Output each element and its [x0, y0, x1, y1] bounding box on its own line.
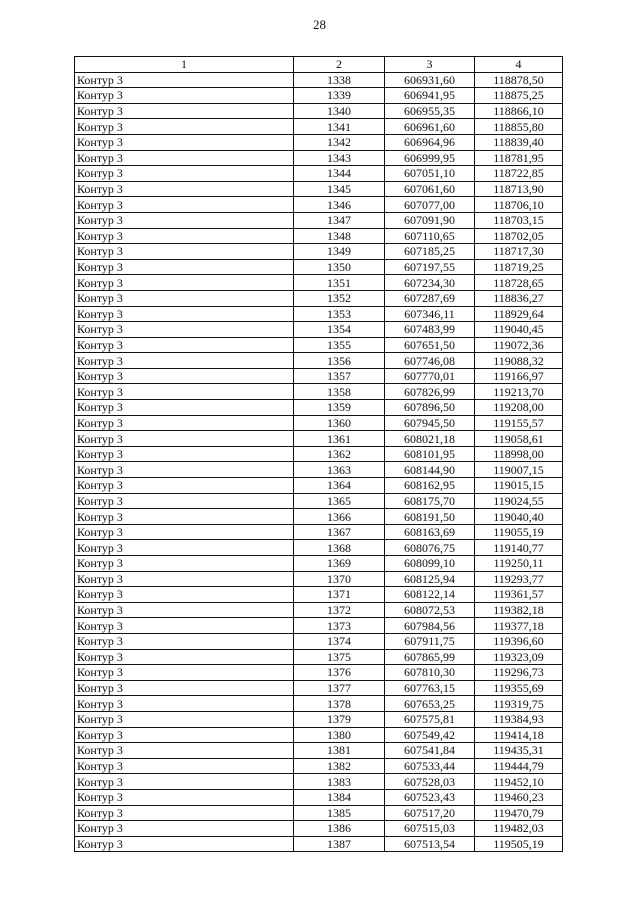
y-coordinate-cell: 119208,00: [475, 400, 563, 416]
point-number-cell: 1339: [294, 88, 385, 104]
contour-name-cell: Контур 3: [75, 805, 294, 821]
y-coordinate-cell: 118929,64: [475, 306, 563, 322]
table-row: [75, 774, 563, 790]
y-coordinate-cell: 118998,00: [475, 446, 563, 462]
x-coordinate-cell: 607234,30: [385, 275, 475, 291]
point-number-cell: 1366: [294, 509, 385, 525]
point-number-cell: 1363: [294, 462, 385, 478]
contour-name-cell: Контур 3: [75, 711, 294, 727]
contour-name-cell: Контур 3: [75, 181, 294, 197]
x-coordinate-cell: 607513,54: [385, 836, 475, 852]
table-row: [75, 587, 563, 603]
point-number-cell: 1373: [294, 618, 385, 634]
x-coordinate-cell: 607197,55: [385, 259, 475, 275]
contour-name-cell: Контур 3: [75, 680, 294, 696]
x-coordinate-cell: 607945,50: [385, 415, 475, 431]
table-row: [75, 618, 563, 634]
point-number-cell: 1369: [294, 556, 385, 572]
contour-name-cell: Контур 3: [75, 836, 294, 852]
y-coordinate-cell: 119140,77: [475, 540, 563, 556]
x-coordinate-cell: 607517,20: [385, 805, 475, 821]
y-coordinate-cell: 119072,36: [475, 337, 563, 353]
table-row: [75, 400, 563, 416]
y-coordinate-cell: 118702,05: [475, 228, 563, 244]
table-row: [75, 602, 563, 618]
y-coordinate-cell: 119055,19: [475, 524, 563, 540]
x-coordinate-cell: 607110,65: [385, 228, 475, 244]
point-number-cell: 1377: [294, 680, 385, 696]
table-row: [75, 462, 563, 478]
point-number-cell: 1340: [294, 103, 385, 119]
table-row: [75, 134, 563, 150]
y-coordinate-cell: 119382,18: [475, 602, 563, 618]
point-number-cell: 1352: [294, 290, 385, 306]
contour-name-cell: Контур 3: [75, 88, 294, 104]
x-coordinate-cell: 607533,44: [385, 758, 475, 774]
y-coordinate-cell: 119319,75: [475, 696, 563, 712]
contour-name-cell: Контур 3: [75, 103, 294, 119]
x-coordinate-cell: 607515,03: [385, 821, 475, 837]
table-row: [75, 244, 563, 260]
contour-name-cell: Контур 3: [75, 571, 294, 587]
contour-name-cell: Контур 3: [75, 400, 294, 416]
contour-name-cell: Контур 3: [75, 431, 294, 447]
x-coordinate-cell: 607549,42: [385, 727, 475, 743]
x-coordinate-cell: 608072,53: [385, 602, 475, 618]
y-coordinate-cell: 118781,95: [475, 150, 563, 166]
y-coordinate-cell: 119015,15: [475, 478, 563, 494]
y-coordinate-cell: 119040,40: [475, 509, 563, 525]
point-number-cell: 1355: [294, 337, 385, 353]
table-row: [75, 540, 563, 556]
x-coordinate-cell: 606955,35: [385, 103, 475, 119]
point-number-cell: 1367: [294, 524, 385, 540]
contour-name-cell: Контур 3: [75, 166, 294, 182]
x-coordinate-cell: 608144,90: [385, 462, 475, 478]
table-row: [75, 306, 563, 322]
y-coordinate-cell: 119007,15: [475, 462, 563, 478]
contour-name-cell: Контур 3: [75, 727, 294, 743]
table-row: [75, 556, 563, 572]
x-coordinate-cell: 608191,50: [385, 509, 475, 525]
x-coordinate-cell: 607091,90: [385, 212, 475, 228]
coordinates-table: [74, 56, 563, 852]
x-coordinate-cell: 607287,69: [385, 290, 475, 306]
table-row: [75, 259, 563, 275]
point-number-cell: 1349: [294, 244, 385, 260]
table-row: [75, 72, 563, 88]
table-row: [75, 446, 563, 462]
table-row: [75, 275, 563, 291]
y-coordinate-cell: 119482,03: [475, 821, 563, 837]
y-coordinate-cell: 118866,10: [475, 103, 563, 119]
point-number-cell: 1387: [294, 836, 385, 852]
table-row: [75, 103, 563, 119]
table-row: [75, 758, 563, 774]
contour-name-cell: Контур 3: [75, 696, 294, 712]
column-header-2: 2: [294, 57, 385, 73]
point-number-cell: 1372: [294, 602, 385, 618]
contour-name-cell: Контур 3: [75, 618, 294, 634]
point-number-cell: 1347: [294, 212, 385, 228]
point-number-cell: 1386: [294, 821, 385, 837]
y-coordinate-cell: 119293,77: [475, 571, 563, 587]
contour-name-cell: Контур 3: [75, 353, 294, 369]
table-row: [75, 478, 563, 494]
y-coordinate-cell: 119414,18: [475, 727, 563, 743]
x-coordinate-cell: 606964,96: [385, 134, 475, 150]
x-coordinate-cell: 608101,95: [385, 446, 475, 462]
x-coordinate-cell: 607653,25: [385, 696, 475, 712]
contour-name-cell: Контур 3: [75, 259, 294, 275]
table-row: [75, 805, 563, 821]
y-coordinate-cell: 119166,97: [475, 368, 563, 384]
contour-name-cell: Контур 3: [75, 758, 294, 774]
point-number-cell: 1362: [294, 446, 385, 462]
table-row: [75, 228, 563, 244]
x-coordinate-cell: 608021,18: [385, 431, 475, 447]
contour-name-cell: Контур 3: [75, 587, 294, 603]
point-number-cell: 1379: [294, 711, 385, 727]
y-coordinate-cell: 119355,69: [475, 680, 563, 696]
column-header-4: 4: [475, 57, 563, 73]
x-coordinate-cell: 608125,94: [385, 571, 475, 587]
x-coordinate-cell: 608175,70: [385, 493, 475, 509]
point-number-cell: 1371: [294, 587, 385, 603]
x-coordinate-cell: 607651,50: [385, 337, 475, 353]
contour-name-cell: Контур 3: [75, 446, 294, 462]
contour-name-cell: Контур 3: [75, 197, 294, 213]
contour-name-cell: Контур 3: [75, 478, 294, 494]
table-row: [75, 353, 563, 369]
point-number-cell: 1350: [294, 259, 385, 275]
contour-name-cell: Контур 3: [75, 649, 294, 665]
table-row: [75, 821, 563, 837]
point-number-cell: 1374: [294, 633, 385, 649]
x-coordinate-cell: 608122,14: [385, 587, 475, 603]
x-coordinate-cell: 606941,95: [385, 88, 475, 104]
contour-name-cell: Контур 3: [75, 228, 294, 244]
contour-name-cell: Контур 3: [75, 212, 294, 228]
contour-name-cell: Контур 3: [75, 322, 294, 338]
table-row: [75, 711, 563, 727]
y-coordinate-cell: 119505,19: [475, 836, 563, 852]
table-body: [75, 72, 563, 852]
y-coordinate-cell: 119444,79: [475, 758, 563, 774]
table-row: [75, 524, 563, 540]
table-row: [75, 493, 563, 509]
x-coordinate-cell: 606931,60: [385, 72, 475, 88]
point-number-cell: 1385: [294, 805, 385, 821]
contour-name-cell: Контур 3: [75, 415, 294, 431]
x-coordinate-cell: 607575,81: [385, 711, 475, 727]
contour-name-cell: Контур 3: [75, 337, 294, 353]
point-number-cell: 1368: [294, 540, 385, 556]
table-row: [75, 743, 563, 759]
x-coordinate-cell: 607051,10: [385, 166, 475, 182]
table-row: [75, 322, 563, 338]
y-coordinate-cell: 118878,50: [475, 72, 563, 88]
point-number-cell: 1370: [294, 571, 385, 587]
y-coordinate-cell: 119361,57: [475, 587, 563, 603]
table-row: [75, 415, 563, 431]
x-coordinate-cell: 607077,00: [385, 197, 475, 213]
table-row: [75, 633, 563, 649]
y-coordinate-cell: 118722,85: [475, 166, 563, 182]
table-row: [75, 88, 563, 104]
y-coordinate-cell: 119470,79: [475, 805, 563, 821]
point-number-cell: 1382: [294, 758, 385, 774]
x-coordinate-cell: 608076,75: [385, 540, 475, 556]
y-coordinate-cell: 119396,60: [475, 633, 563, 649]
x-coordinate-cell: 607763,15: [385, 680, 475, 696]
y-coordinate-cell: 119155,57: [475, 415, 563, 431]
x-coordinate-cell: 607061,60: [385, 181, 475, 197]
table-row: [75, 166, 563, 182]
table-row: [75, 727, 563, 743]
contour-name-cell: Контур 3: [75, 493, 294, 509]
point-number-cell: 1378: [294, 696, 385, 712]
contour-name-cell: Контур 3: [75, 774, 294, 790]
point-number-cell: 1338: [294, 72, 385, 88]
x-coordinate-cell: 606999,95: [385, 150, 475, 166]
point-number-cell: 1365: [294, 493, 385, 509]
contour-name-cell: Контур 3: [75, 306, 294, 322]
table-row: [75, 649, 563, 665]
table-row: [75, 509, 563, 525]
contour-name-cell: Контур 3: [75, 509, 294, 525]
contour-name-cell: Контур 3: [75, 462, 294, 478]
table-row: [75, 337, 563, 353]
table-row: [75, 789, 563, 805]
x-coordinate-cell: 608099,10: [385, 556, 475, 572]
contour-name-cell: Контур 3: [75, 134, 294, 150]
table-row: [75, 836, 563, 852]
table-row: [75, 680, 563, 696]
page-number: 28: [313, 17, 326, 32]
point-number-cell: 1343: [294, 150, 385, 166]
y-coordinate-cell: 118706,10: [475, 197, 563, 213]
x-coordinate-cell: 606961,60: [385, 119, 475, 135]
contour-name-cell: Контур 3: [75, 384, 294, 400]
point-number-cell: 1357: [294, 368, 385, 384]
point-number-cell: 1346: [294, 197, 385, 213]
y-coordinate-cell: 118855,80: [475, 119, 563, 135]
table-row: [75, 290, 563, 306]
x-coordinate-cell: 607770,01: [385, 368, 475, 384]
table-row: [75, 571, 563, 587]
y-coordinate-cell: 119452,10: [475, 774, 563, 790]
x-coordinate-cell: 607984,56: [385, 618, 475, 634]
header-row: [75, 57, 563, 73]
contour-name-cell: Контур 3: [75, 275, 294, 291]
x-coordinate-cell: 607865,99: [385, 649, 475, 665]
x-coordinate-cell: 607346,11: [385, 306, 475, 322]
point-number-cell: 1342: [294, 134, 385, 150]
table-row: [75, 181, 563, 197]
contour-name-cell: Контур 3: [75, 556, 294, 572]
x-coordinate-cell: 608162,95: [385, 478, 475, 494]
point-number-cell: 1383: [294, 774, 385, 790]
table-row: [75, 150, 563, 166]
y-coordinate-cell: 118713,90: [475, 181, 563, 197]
contour-name-cell: Контур 3: [75, 244, 294, 260]
point-number-cell: 1344: [294, 166, 385, 182]
point-number-cell: 1358: [294, 384, 385, 400]
column-header-3: 3: [385, 57, 475, 73]
y-coordinate-cell: 119088,32: [475, 353, 563, 369]
x-coordinate-cell: 607826,99: [385, 384, 475, 400]
column-header-1: 1: [75, 57, 294, 73]
y-coordinate-cell: 118719,25: [475, 259, 563, 275]
table-row: [75, 696, 563, 712]
x-coordinate-cell: 607896,50: [385, 400, 475, 416]
x-coordinate-cell: 607746,08: [385, 353, 475, 369]
point-number-cell: 1354: [294, 322, 385, 338]
y-coordinate-cell: 119377,18: [475, 618, 563, 634]
contour-name-cell: Контур 3: [75, 119, 294, 135]
point-number-cell: 1360: [294, 415, 385, 431]
point-number-cell: 1384: [294, 789, 385, 805]
point-number-cell: 1341: [294, 119, 385, 135]
y-coordinate-cell: 119460,23: [475, 789, 563, 805]
y-coordinate-cell: 119040,45: [475, 322, 563, 338]
contour-name-cell: Контур 3: [75, 290, 294, 306]
point-number-cell: 1356: [294, 353, 385, 369]
contour-name-cell: Контур 3: [75, 665, 294, 681]
y-coordinate-cell: 118836,27: [475, 290, 563, 306]
point-number-cell: 1364: [294, 478, 385, 494]
contour-name-cell: Контур 3: [75, 368, 294, 384]
contour-name-cell: Контур 3: [75, 743, 294, 759]
contour-name-cell: Контур 3: [75, 72, 294, 88]
y-coordinate-cell: 119323,09: [475, 649, 563, 665]
x-coordinate-cell: 607185,25: [385, 244, 475, 260]
contour-name-cell: Контур 3: [75, 524, 294, 540]
x-coordinate-cell: 607541,84: [385, 743, 475, 759]
point-number-cell: 1375: [294, 649, 385, 665]
x-coordinate-cell: 607523,43: [385, 789, 475, 805]
point-number-cell: 1345: [294, 181, 385, 197]
x-coordinate-cell: 608163,69: [385, 524, 475, 540]
y-coordinate-cell: 119435,31: [475, 743, 563, 759]
table-row: [75, 119, 563, 135]
point-number-cell: 1381: [294, 743, 385, 759]
point-number-cell: 1351: [294, 275, 385, 291]
y-coordinate-cell: 119250,11: [475, 556, 563, 572]
contour-name-cell: Контур 3: [75, 602, 294, 618]
table-row: [75, 665, 563, 681]
table-row: [75, 368, 563, 384]
table-row: [75, 384, 563, 400]
y-coordinate-cell: 118728,65: [475, 275, 563, 291]
y-coordinate-cell: 118703,15: [475, 212, 563, 228]
point-number-cell: 1359: [294, 400, 385, 416]
contour-name-cell: Контур 3: [75, 633, 294, 649]
point-number-cell: 1380: [294, 727, 385, 743]
table-row: [75, 197, 563, 213]
x-coordinate-cell: 607810,30: [385, 665, 475, 681]
y-coordinate-cell: 119058,61: [475, 431, 563, 447]
contour-name-cell: Контур 3: [75, 789, 294, 805]
contour-name-cell: Контур 3: [75, 150, 294, 166]
table-row: [75, 212, 563, 228]
y-coordinate-cell: 119384,93: [475, 711, 563, 727]
point-number-cell: 1353: [294, 306, 385, 322]
y-coordinate-cell: 119296,73: [475, 665, 563, 681]
table-row: [75, 431, 563, 447]
x-coordinate-cell: 607528,03: [385, 774, 475, 790]
point-number-cell: 1348: [294, 228, 385, 244]
point-number-cell: 1376: [294, 665, 385, 681]
y-coordinate-cell: 119213,70: [475, 384, 563, 400]
y-coordinate-cell: 118717,30: [475, 244, 563, 260]
contour-name-cell: Контур 3: [75, 821, 294, 837]
point-number-cell: 1361: [294, 431, 385, 447]
contour-name-cell: Контур 3: [75, 540, 294, 556]
y-coordinate-cell: 118875,25: [475, 88, 563, 104]
y-coordinate-cell: 119024,55: [475, 493, 563, 509]
y-coordinate-cell: 118839,40: [475, 134, 563, 150]
x-coordinate-cell: 607911,75: [385, 633, 475, 649]
x-coordinate-cell: 607483,99: [385, 322, 475, 338]
